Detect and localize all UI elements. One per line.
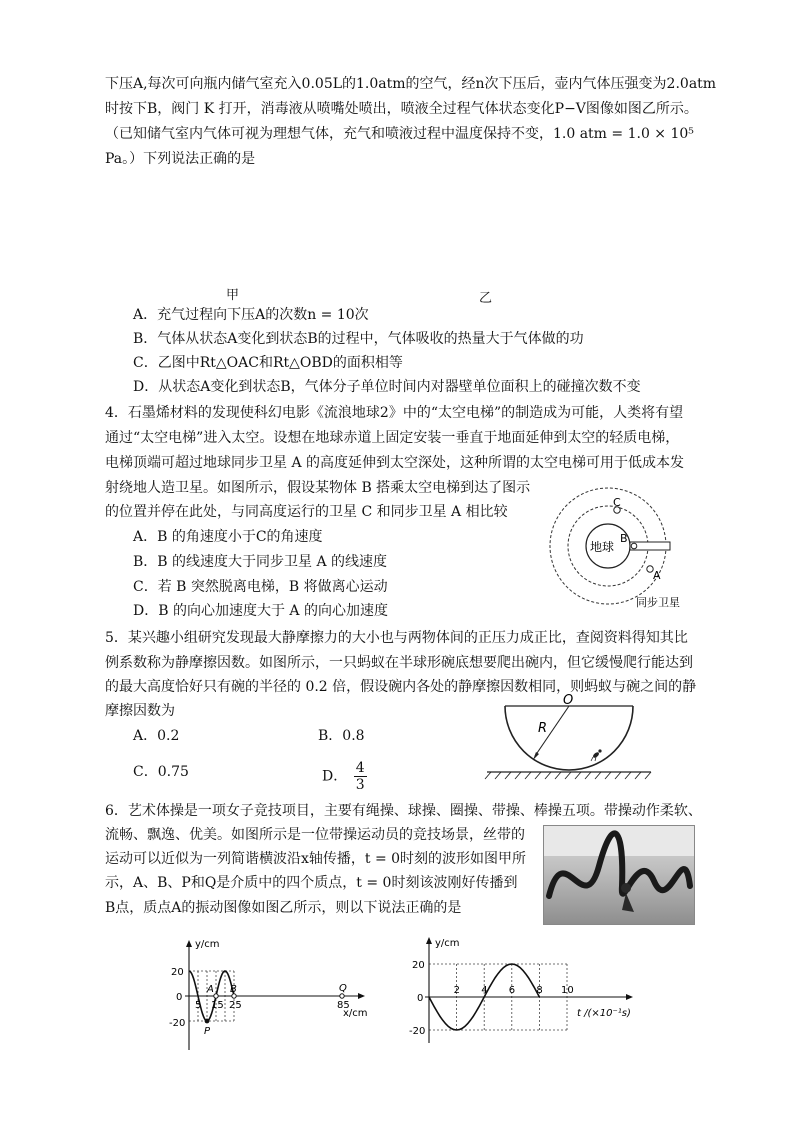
radius-arrowhead	[533, 752, 539, 760]
q5-option-d	[322, 760, 367, 793]
wave-point-p	[205, 1019, 210, 1024]
q4-line-5: 的位置并停在此处，与同高度运行的卫星 C 和同步卫星 A 相比较	[105, 504, 508, 520]
q5-option-d-fraction	[354, 760, 367, 793]
vib-yi-xtick-10: 10	[561, 985, 574, 996]
o-label: O	[563, 694, 574, 708]
wave-label-p: P	[204, 1026, 211, 1037]
wave-jia-ylabel: y/cm	[195, 939, 220, 950]
r-label: R	[538, 721, 548, 736]
intro-line-3: （已知储气室内气体可视为理想气体，充气和喷液过程中温度保持不变，1.0 atm = 1.0 × 10⁵	[105, 126, 694, 142]
vib-yi-xtick-8: 8	[536, 985, 543, 996]
bowl-figure	[483, 694, 655, 780]
wave-jia-xtick-5: 5	[195, 1000, 202, 1011]
object-b	[631, 543, 637, 549]
wave-jia-xlabel: x/cm	[343, 1008, 368, 1019]
q3-option-d: D．从状态A变化到状态B，气体分子单位时间内对器壁单位面积上的碰撞次数不变	[133, 379, 641, 395]
q5-line-1: 5．某兴趣小组研究发现最大静摩擦力的大小也与两物体间的正压力成正比，查阅资料得知其比	[105, 630, 688, 646]
vib-yi-ylabel: y/cm	[435, 938, 460, 949]
wave-jia-ytick-neg20: -20	[169, 1018, 186, 1029]
vib-yi-ytick-0: 0	[417, 993, 424, 1004]
q4-option-b: B．B 的线速度大于同步卫星 A 的线速度	[133, 554, 388, 570]
vib-yi-xlabel: t /(×10⁻¹s)	[577, 1008, 631, 1019]
ribbon-illustration	[544, 826, 694, 924]
wave-jia-x-arrow	[358, 993, 365, 999]
wave-point-q	[340, 994, 344, 998]
q6-line-1: 6．艺术体操是一项女子竞技项目，主要有绳操、球操、圈操、带操、棒操五项。带操动作柔软、	[105, 803, 702, 819]
q3-option-b: B．气体从状态A变化到状态B的过程中，气体吸收的热量大于气体做的功	[133, 331, 584, 347]
intro-line-1: 下压A,每次可向瓶内储气室充入0.05L的1.0atm的空气，经n次下压后，壶内气体压强变为2.0atm	[105, 76, 717, 92]
q4-option-c: C．若 B 突然脱离电梯，B 将做离心运动	[133, 579, 388, 595]
b-label: B	[620, 532, 628, 545]
wave-jia-xtick-25: 25	[229, 1000, 242, 1011]
ant-icon	[591, 749, 602, 761]
c-label: C	[613, 496, 621, 509]
q4-line-1: 4．石墨烯材料的发现使科幻电影《流浪地球2》中的“太空电梯”的制造成为可能，人类将有望	[105, 405, 684, 421]
orbit-figure	[540, 484, 700, 612]
vib-yi-ytick-20: 20	[412, 960, 425, 971]
q6-line-3: 运动可以近似为一列简谐横波沿x轴传播，t = 0时刻的波形如图甲所	[105, 851, 527, 867]
q3-option-a: A．充气过程向下压A的次数n = 10次	[133, 307, 369, 323]
vib-yi-ytick-neg20: -20	[409, 1026, 426, 1037]
ground-hatch	[485, 772, 651, 779]
q5-line-3: 的最大高度恰好只有碗的半径的 0.2 倍，假设碗内各处的静摩擦因数相同，则蚂蚁与碗之间的静	[105, 679, 697, 695]
q6-line-5: B点，质点A的振动图像如图乙所示，则以下说法正确的是	[105, 900, 462, 916]
sync-sat-caption: 同步卫星	[636, 596, 680, 609]
q5-line-4: 摩擦因数为	[105, 703, 175, 719]
q5-option-d-prefix: D．	[322, 768, 348, 785]
vib-yi-xtick-2: 2	[453, 985, 460, 996]
fraction-denominator: 3	[355, 777, 365, 793]
wave-jia-y-arrow	[186, 940, 192, 947]
wave-label-a: A	[207, 984, 214, 995]
q5-option-c: C．0.75	[133, 764, 189, 780]
wave-graph-jia	[165, 938, 375, 1056]
q6-line-4: 示，A、B、P和Q是介质中的四个质点，t = 0时刻该波刚好传播到	[105, 875, 518, 891]
figure-label-jia: 甲	[226, 288, 240, 303]
wave-point-a	[214, 994, 218, 998]
wave-jia-xtick-15: 15	[211, 1000, 224, 1011]
fraction-numerator: 4	[355, 760, 365, 776]
vib-yi-x-arrow	[626, 994, 633, 1000]
vibration-graph-yi	[405, 935, 635, 1047]
wave-jia-ytick-0: 0	[176, 992, 183, 1003]
wave-jia-ytick-20: 20	[171, 967, 184, 978]
figure-label-yi: 乙	[479, 291, 493, 306]
q5-line-2: 例系数称为静摩擦因数。如图所示，一只蚂蚁在半球形碗底想要爬出碗内，但它缓慢爬行能达到	[105, 655, 693, 671]
q4-option-a: A．B 的角速度小于C的角速度	[133, 529, 323, 545]
gymnast-photo	[543, 825, 695, 925]
q4-option-d: D．B 的向心加速度大于 A 的向心加速度	[133, 603, 388, 619]
bowl-arc	[505, 706, 633, 770]
q4-line-2: 通过“太空电梯”进入太空。设想在地球赤道上固定安装一垂直于地面延伸到太空的轻质电梯，	[105, 430, 680, 446]
q6-line-2: 流畅、飘逸、优美。如图所示是一位带操运动员的竞技场景，丝带的	[105, 827, 525, 843]
intro-line-2: 时按下B，阀门 K 打开，消毒液从喷嘴处喷出，喷液全过程气体状态变化P−V图像如图乙所示。	[105, 101, 698, 117]
intro-line-4: Pa。）下列说法正确的是	[105, 151, 256, 167]
earth-label: 地球	[590, 540, 615, 554]
q4-line-4: 射绕地人造卫星。如图所示，假设某物体 B 搭乘太空电梯到达了图示	[105, 480, 531, 496]
a-label: A	[653, 569, 661, 582]
q3-option-c: C．乙图中Rt△OAC和Rt△OBD的面积相等	[133, 355, 403, 371]
vib-yi-y-arrow	[426, 937, 432, 944]
q5-option-a: A．0.2	[133, 728, 180, 744]
q4-line-3: 电梯顶端可超过地球同步卫星 A 的高度延伸到太空深处，这种所谓的太空电梯可用于低成本发	[105, 455, 685, 471]
vib-yi-xtick-4: 4	[481, 985, 488, 996]
wave-jia-xtick-85: 85	[337, 1000, 350, 1011]
wave-label-q: Q	[339, 983, 347, 994]
q5-option-b: B．0.8	[318, 728, 365, 744]
vib-yi-xtick-6: 6	[508, 985, 516, 996]
wave-label-b: B	[230, 984, 237, 995]
